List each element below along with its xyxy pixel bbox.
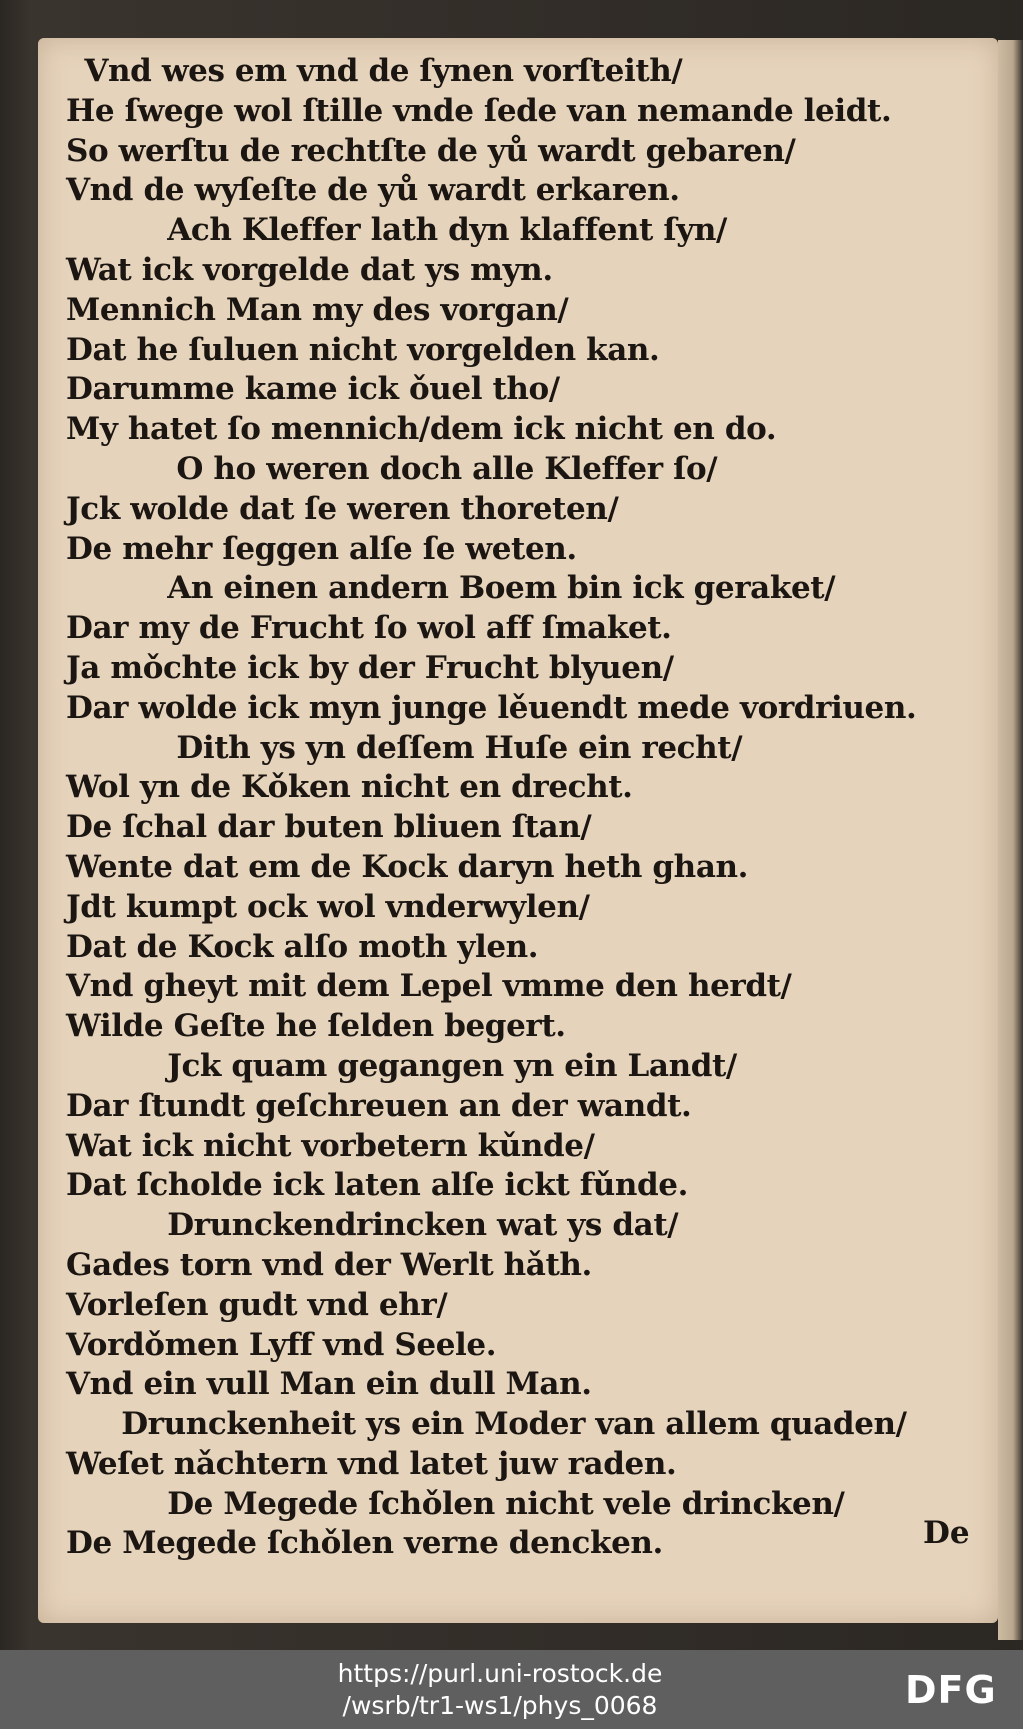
text-line: Dar my de Frucht ſo wol aff ſmaket. — [66, 610, 672, 647]
text-line: Vorleſen gudt vnd ehr/ — [66, 1286, 448, 1323]
text-line: Vnd de wyſeſte de yů wardt erkaren. — [66, 172, 680, 209]
text-line: De ſchal dar buten bliuen ſtan/ — [66, 809, 592, 846]
text-line: Jdt kumpt ock wol vnderwylen/ — [66, 888, 590, 925]
text-line: Vordǒmen Lyff vnd Seele. — [66, 1326, 497, 1363]
text-line: Wente dat em de Kock daryn heth ghan. — [66, 848, 749, 885]
verse-text-block — [66, 52, 986, 1564]
text-line: Ja mǒchte ick by der Frucht blyuen/ — [66, 649, 674, 686]
text-line: Dith ys yn deſſem Huſe ein recht/ — [176, 729, 743, 766]
book-page — [38, 38, 998, 1623]
text-line: Gades torn vnd der Werlt hǎth. — [66, 1246, 592, 1283]
text-line: Drunckenheit ys ein Moder van allem quaden/ — [121, 1406, 907, 1443]
text-line: Jck quam gegangen yn ein Landt/ — [167, 1047, 737, 1084]
text-line: He ſwege wol ſtille vnde ſede van nemande leidt. — [66, 92, 892, 129]
text-line: O ho weren doch alle Kleffer ſo/ — [176, 450, 718, 487]
catchword: De — [923, 1515, 970, 1551]
text-line: Dat ſcholde ick laten alſe ickt fǔnde. — [66, 1167, 688, 1204]
text-line: Weſet nǎchtern vnd latet juw raden. — [66, 1445, 677, 1482]
permalink-line-1[interactable]: https://purl.uni-rostock.de — [337, 1659, 663, 1688]
text-line: Wat ick nicht vorbetern kǔnde/ — [66, 1127, 595, 1164]
text-line: Vnd wes em vnd de ſynen vorſteith/ — [84, 53, 683, 89]
text-line: My hatet ſo mennich/dem ick nicht en do. — [66, 411, 777, 448]
text-line: Ach Kleffer lath dyn klaffent ſyn/ — [167, 212, 727, 249]
footer-bar — [0, 1650, 1023, 1729]
text-line: Darumme kame ick ǒuel tho/ — [66, 371, 560, 408]
text-line: Vnd gheyt mit dem Lepel vmme den herdt/ — [66, 968, 792, 1005]
text-line: Dar wolde ick myn junge lěuendt mede vordriuen. — [66, 689, 917, 726]
permalink[interactable] — [0, 1658, 1000, 1722]
text-line: Vnd ein vull Man ein dull Man. — [66, 1366, 592, 1403]
page-edge — [998, 40, 1023, 1640]
permalink-line-2[interactable]: /wsrb/tr1-ws1/phys_0068 — [342, 1691, 658, 1720]
text-line: De Megede ſchǒlen verne dencken. — [66, 1525, 663, 1562]
text-line: An einen andern Boem bin ick geraket/ — [167, 570, 836, 607]
text-line: Wol yn de Kǒken nicht en drecht. — [66, 769, 633, 806]
text-line: So werſtu de rechtſte de yů wardt gebaren/ — [66, 132, 796, 169]
text-line: Drunckendrincken wat ys dat/ — [167, 1207, 679, 1244]
text-line: Dat de Kock alſo moth ylen. — [66, 928, 539, 965]
text-line: Jck wolde dat ſe weren thoreten/ — [66, 490, 619, 527]
text-line: Mennich Man my des vorgan/ — [66, 291, 569, 328]
text-line: Dar ſtundt geſchreuen an der wandt. — [66, 1087, 692, 1124]
text-line: Wat ick vorgelde dat ys myn. — [66, 251, 553, 288]
text-line: Wilde Geſte he ſelden begert. — [66, 1008, 566, 1045]
dfg-logo: DFG — [905, 1668, 997, 1712]
text-line: De Megede ſchǒlen nicht vele drincken/ — [167, 1485, 845, 1522]
text-line: Dat he ſuluen nicht vorgelden kan. — [66, 331, 660, 368]
text-line: De mehr ſeggen alſe ſe weten. — [66, 530, 577, 567]
